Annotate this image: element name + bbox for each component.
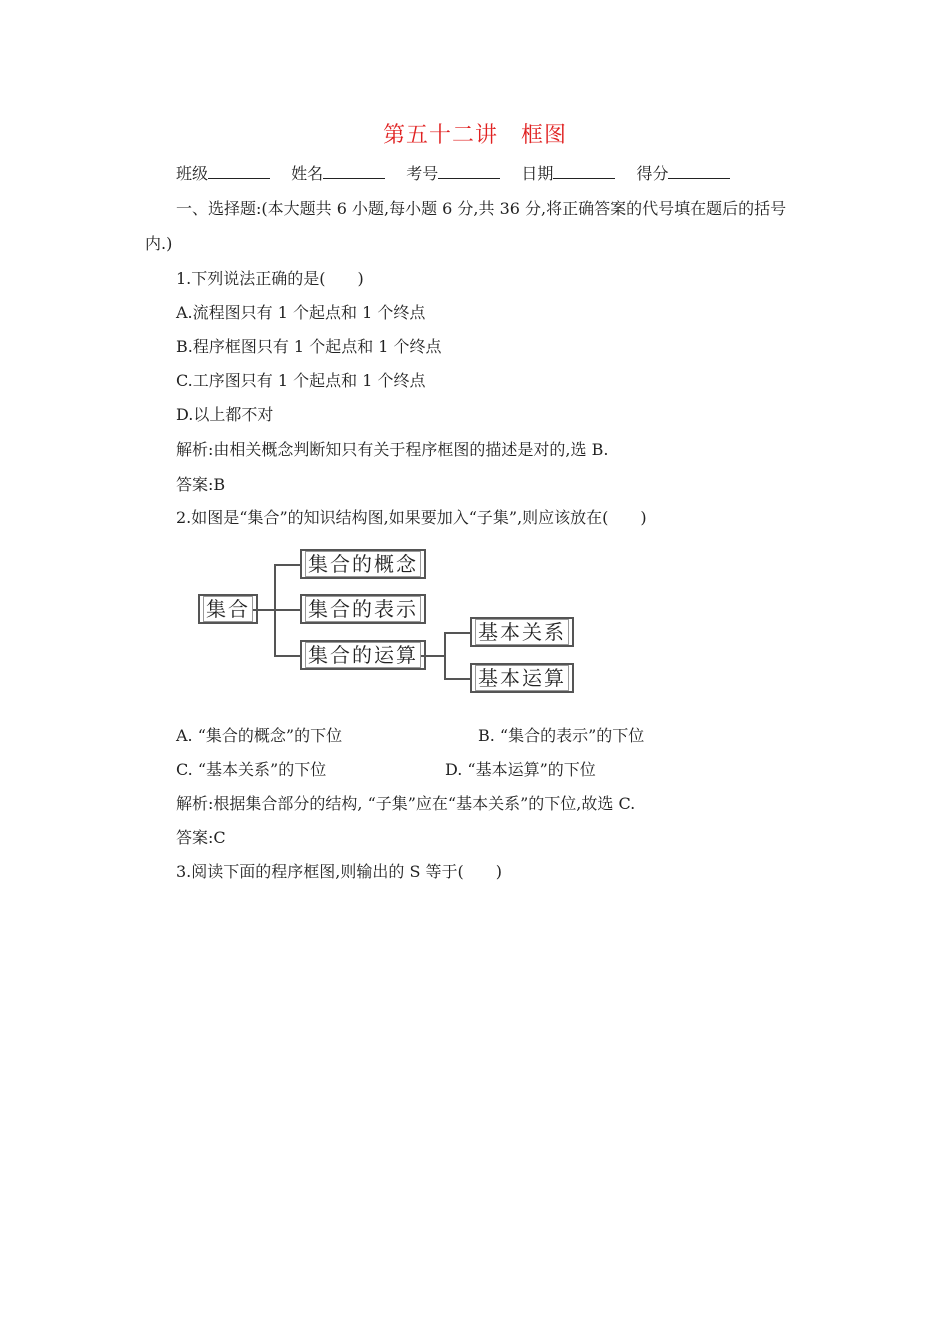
- section-heading-line2: 内.): [145, 234, 173, 253]
- diagram-connector: [444, 632, 470, 634]
- q2-stem: 2.如图是“集合”的知识结构图,如果要加入“子集”,则应该放在( ): [176, 508, 647, 527]
- q2-answer: 答案:C: [176, 828, 226, 847]
- q1-option-a: A.流程图只有 1 个起点和 1 个终点: [176, 303, 426, 322]
- q3-stem: 3.阅读下面的程序框图,则输出的 S 等于( ): [176, 862, 502, 881]
- field-score-label: 得分: [636, 164, 669, 183]
- diagram-node-basic-relation: 基本关系: [470, 617, 574, 647]
- field-exam-number-label: 考号: [406, 164, 439, 183]
- section-heading-line1: 一、选择题:(本大题共 6 小题,每小题 6 分,共 36 分,将正确答案的代号填在题后的括号: [176, 199, 787, 218]
- q2-option-c: C. “基本关系”的下位: [176, 760, 327, 779]
- field-name-blank: [323, 163, 385, 179]
- field-date-label: 日期: [521, 164, 554, 183]
- diagram-node-operation: 集合的运算: [300, 640, 426, 670]
- diagram-connector: [444, 678, 470, 680]
- diagram-node-representation: 集合的表示: [300, 594, 426, 624]
- diagram-connector: [274, 655, 300, 657]
- q2-option-b: B. “集合的表示”的下位: [478, 726, 645, 745]
- knowledge-structure-diagram: [196, 546, 576, 696]
- diagram-node-root: 集合: [198, 594, 258, 624]
- q1-option-c: C.工序图只有 1 个起点和 1 个终点: [176, 371, 426, 390]
- q1-analysis: 解析:由相关概念判断知只有关于程序框图的描述是对的,选 B.: [176, 440, 609, 459]
- q2-option-d: D. “基本运算”的下位: [445, 760, 596, 779]
- diagram-connector: [253, 609, 275, 611]
- q1-stem: 1.下列说法正确的是( ): [176, 269, 364, 288]
- field-name-label: 姓名: [291, 164, 324, 183]
- q1-option-b: B.程序框图只有 1 个起点和 1 个终点: [176, 337, 442, 356]
- field-date-blank: [553, 163, 615, 179]
- q2-option-a: A. “集合的概念”的下位: [176, 726, 343, 745]
- q1-answer: 答案:B: [176, 475, 226, 494]
- page-title: 第五十二讲 框图: [382, 123, 567, 148]
- field-exam-number-blank: [438, 163, 500, 179]
- field-score-blank: [668, 163, 730, 179]
- q1-option-d: D.以上都不对: [176, 405, 274, 424]
- diagram-connector: [444, 632, 446, 679]
- field-class-label: 班级: [176, 164, 209, 183]
- q2-analysis: 解析:根据集合部分的结构, “子集”应在“基本关系”的下位,故选 C.: [176, 794, 636, 813]
- diagram-connector: [274, 609, 300, 611]
- diagram-node-concept: 集合的概念: [300, 549, 426, 579]
- field-class-blank: [208, 163, 270, 179]
- info-fields-row: [176, 163, 746, 185]
- diagram-connector: [274, 564, 300, 566]
- diagram-connector: [421, 655, 445, 657]
- diagram-node-basic-operation: 基本运算: [470, 663, 574, 693]
